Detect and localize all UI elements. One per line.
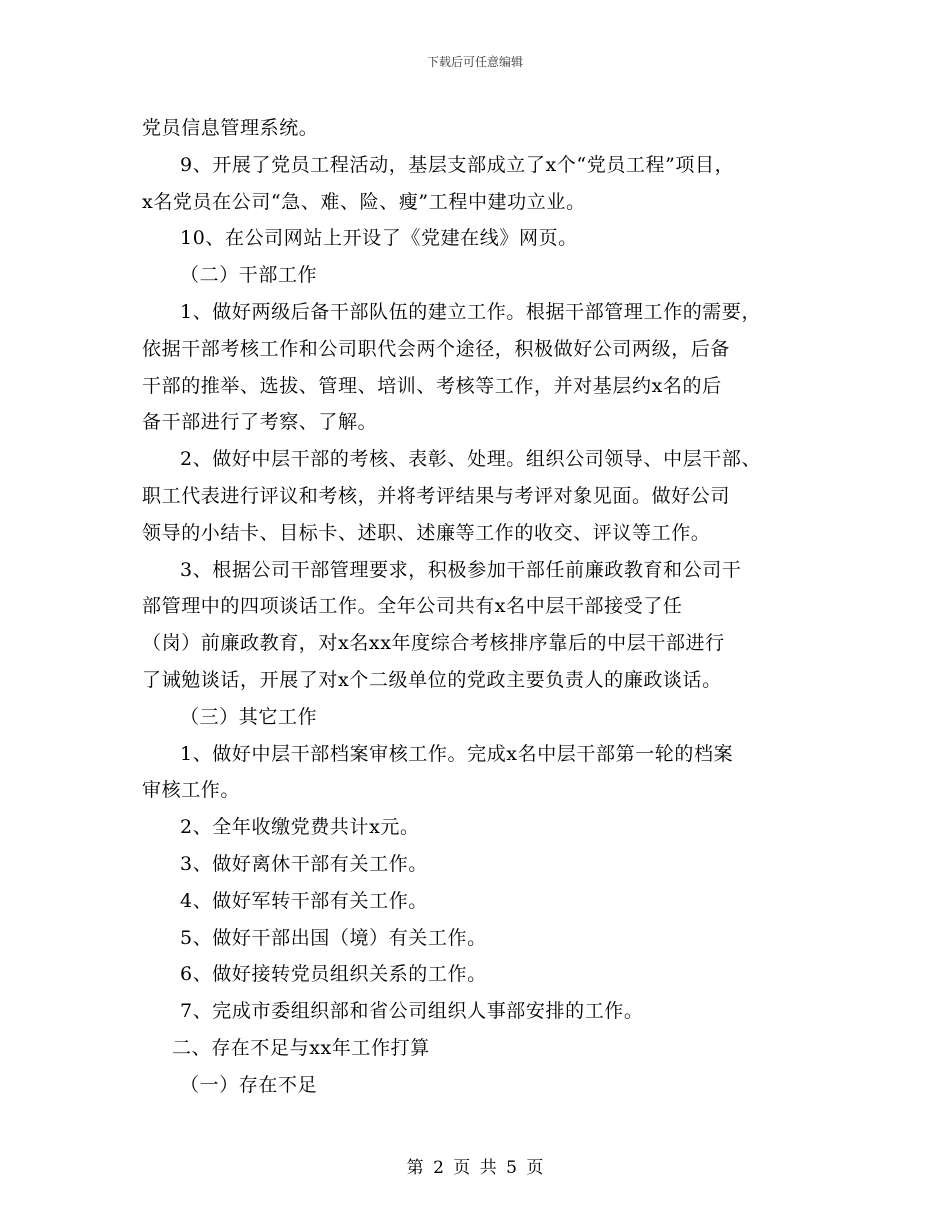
paragraph-line: 备干部进行了考察、了解。	[142, 411, 378, 434]
paragraph-line: 了诫勉谈话，开展了对x个二级单位的党政主要负责人的廉政谈话。	[142, 668, 722, 691]
paragraph-line: 领导的小结卡、目标卡、述职、述廉等工作的收交、评议等工作。	[142, 521, 711, 544]
section-heading: 二、存在不足与xx年工作打算	[172, 1036, 430, 1059]
page-header: 下载后可任意编辑	[426, 55, 523, 69]
paragraph-line: 3、做好离休干部有关工作。	[180, 852, 428, 875]
paragraph-line: 4、做好军转干部有关工作。	[180, 889, 428, 912]
paragraph-line: 党员信息管理系统。	[142, 117, 319, 139]
paragraph-line: 2、全年收缴党费共计x元。	[180, 816, 420, 839]
paragraph-line: 依据干部考核工作和公司职代会两个途径，积极做好公司两级，后备	[142, 337, 731, 360]
section-heading: （二）干部工作	[180, 264, 318, 287]
page-number: 第 2 页 共 5 页	[406, 1158, 544, 1178]
paragraph-line: 7、完成市委组织部和省公司组织人事部安排的工作。	[180, 1000, 644, 1023]
paragraph-line: 1、做好中层干部档案审核工作。完成x名中层干部第一轮的档案	[180, 742, 734, 765]
paragraph-line: x名党员在公司“急、难、险、瘦”工程中建功立业。	[142, 190, 586, 213]
paragraph-line: 职工代表进行评议和考核，并将考评结果与考评对象见面。做好公司	[142, 484, 731, 507]
paragraph-line: 6、做好接转党员组织关系的工作。	[180, 963, 487, 986]
paragraph-line: 5、做好干部出国（境）有关工作。	[180, 926, 487, 949]
paragraph-line: 干部的推举、选拔、管理、培训、考核等工作，并对基层约x名的后	[142, 374, 722, 397]
paragraph-line: 部管理中的四项谈话工作。全年公司共有x名中层干部接受了任	[142, 595, 683, 618]
paragraph-line: 9、开展了党员工程活动，基层支部成立了x个“党员工程”项目，	[180, 153, 735, 176]
section-heading: （三）其它工作	[180, 705, 318, 728]
paragraph-line: 3、根据公司干部管理要求，积极参加干部任前廉政教育和公司干	[180, 558, 742, 581]
paragraph-line: 10、在公司网站上开设了《党建在线》网页。	[180, 227, 578, 250]
paragraph-line: 1、做好两级后备干部队伍的建立工作。根据干部管理工作的需要，	[180, 300, 762, 323]
document-body	[142, 110, 832, 1104]
paragraph-line: （岗）前廉政教育，对x名xx年度综合考核排序靠后的中层干部进行	[142, 632, 725, 655]
paragraph-line: 审核工作。	[142, 779, 241, 802]
paragraph-line: 2、做好中层干部的考核、表彰、处理。组织公司领导、中层干部、	[180, 448, 762, 471]
section-heading: （一）存在不足	[180, 1073, 318, 1096]
